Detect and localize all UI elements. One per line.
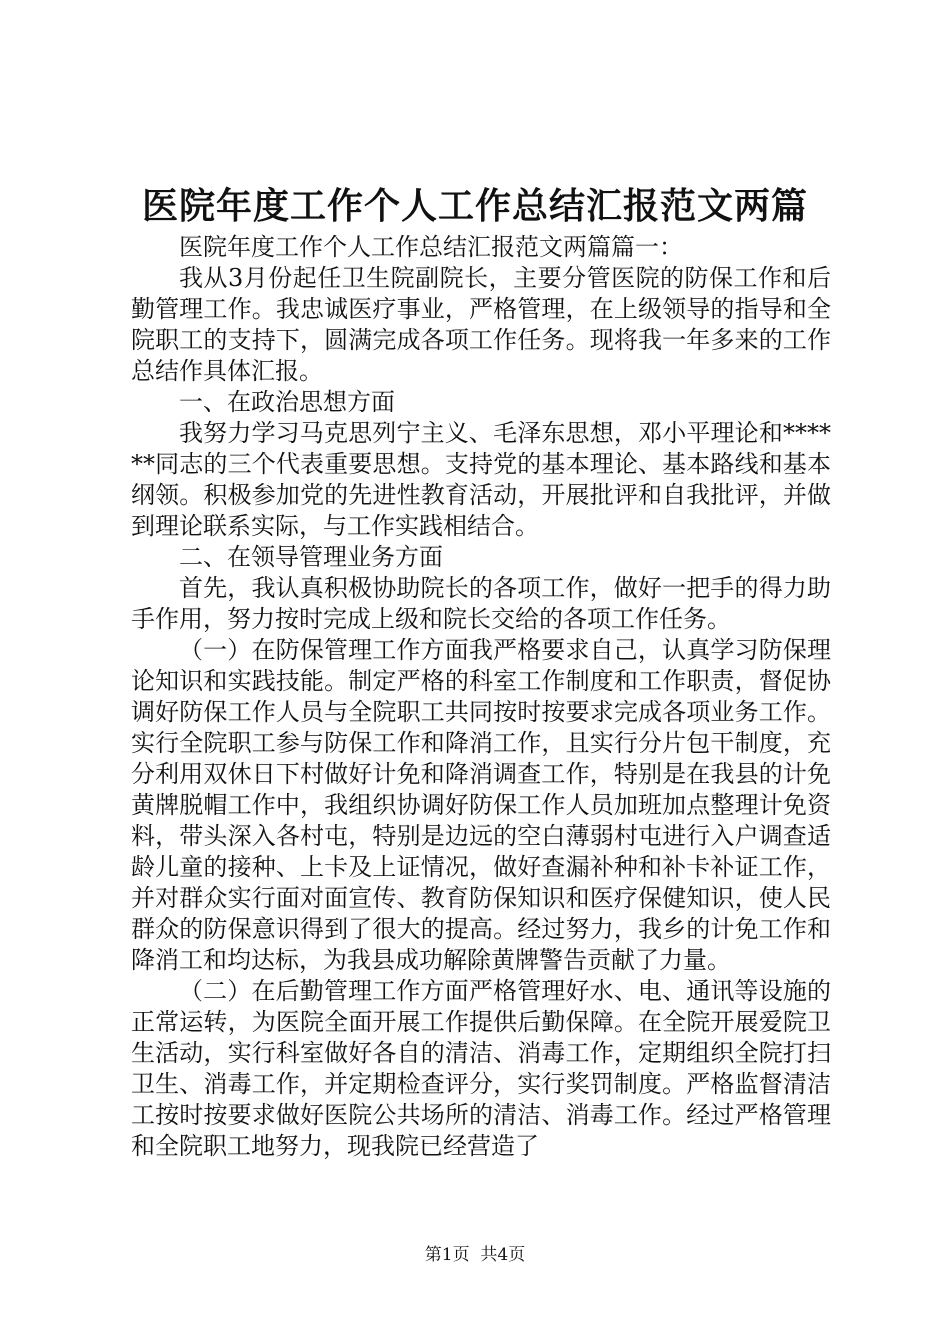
section-heading-management: 二、在领导管理业务方面 xyxy=(179,543,443,571)
paragraph-management-intro: 首先，我认真积极协助院长的各项工作，做好一把手的得力助手作用，努力按时完成上级和院长交给的各项工作任务。 xyxy=(131,574,831,633)
paragraph-intro: 我从3月份起任卫生院副院长，主要分管医院的防保工作和后勤管理工作。我忠诚医疗事业，严格管理，在上级领导的指导和全院职工的支持下，圆满完成各项工作任务。现将我一年多来的工作总结作具体汇报。 xyxy=(131,264,831,385)
section-heading-political: 一、在政治思想方面 xyxy=(179,388,395,416)
page-number-footer: 第1页 共4页 xyxy=(424,1245,526,1265)
document-title: 医院年度工作个人工作总结汇报范文两篇 xyxy=(141,185,808,227)
paragraph-prevention-work: （一）在防保管理工作方面我严格要求自己，认真学习防保理论知识和实践技能。制定严格的科室工作制度和工作职责，督促协调好防保工作人员与全院职工共同按时按要求完成各项业务工作。实行全院职工参与防保工作和降消工作，且实行分片包干制度，充分利用双休日下村做好计免和降消调查工作，特别是在我县的计免黄牌脱帽工作中，我组织协调好防保工作人员加班加点整理计免资料，带头深入各村屯，特别是边远的空白薄弱村屯进行入户调查适龄儿童的接种、上卡及上证情况，做好查漏补种和补卡补证工作，并对群众实行面对面宣传、教育防保知识和医疗保健知识，使人民群众的防保意识得到了很大的提高。经过努力，我乡的计免工作和降消工和均达标，为我县成功解除黄牌警告贡献了力量。 xyxy=(131,636,831,974)
paragraph-heading-part-one: 医院年度工作个人工作总结汇报范文两篇篇一： xyxy=(179,233,683,261)
paragraph-political: 我努力学习马克思列宁主义、毛泽东思想，邓小平理论和******同志的三个代表重要思想。支持党的基本理论、基本路线和基本纲领。积极参加党的先进性教育活动，开展批评和自我批评，并做到理论联系实际，与工作实践相结合。 xyxy=(131,419,831,540)
document-body xyxy=(131,232,831,1162)
paragraph-logistics-work: （二）在后勤管理工作方面严格管理好水、电、通讯等设施的正常运转，为医院全面开展工作提供后勤保障。在全院开展爱院卫生活动，实行科室做好各自的清洁、消毒工作，定期组织全院打扫卫生、消毒工作，并定期检查评分，实行奖罚制度。严格监督清洁工按时按要求做好医院公共场所的清洁、消毒工作。经过严格管理和全院职工地努力，现我院已经营造了 xyxy=(131,977,831,1160)
